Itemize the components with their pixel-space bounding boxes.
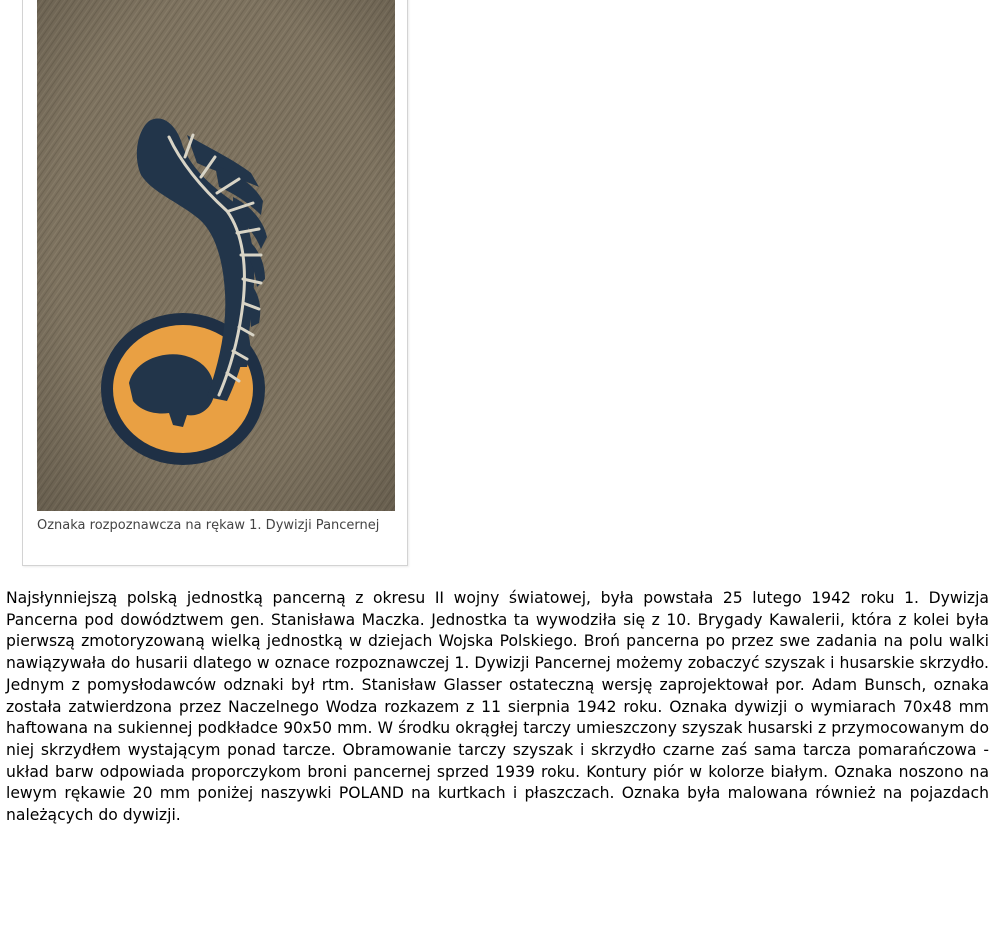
- badge-image: [37, 0, 395, 511]
- image-figure: [22, 0, 408, 566]
- article-paragraph: Najsłynniejszą polską jednostką pancerną z okresu II wojny światowej, była powstała 25 lutego 1942 roku 1. Dywizja Pancerna pod dowództwem gen. Stanisława Maczka. Jednostka ta wywodziła się z 10. Brygady Kawalerii, która z kolei była pierwszą zmotoryzowaną wielką jednostką w dziejach Wojska Polskiego. Broń pancerna po przez swe zadania na polu walki nawiązywała do husarii dlatego w oznace rozpoznawczej 1. Dywizji Pancernej możemy zobaczyć szyszak i husarskie skrzydło. Jednym z pomysłodawców odznaki był rtm. Stanisław Glasser ostateczną wersję zaprojektował por. Adam Bunsch, oznaka została zatwierdzona przez Naczelnego Wodza rozkazem z 11 sierpnia 1942 roku. Oznaka dywizji o wymiarach 70x48 mm haftowana na sukiennej podkładce 90x50 mm. W środku okrągłej tarczy umieszczony szyszak husarski z przymocowanym do niej skrzydłem wystającym ponad tarcze. Obramowanie tarczy szyszak i skrzydło czarne zaś sama tarcza pomarańczowa - układ barw odpowiada proporczykom broni pancernej sprzed 1939 roku. Kontury piór w kolorze białym. Oznaka noszono na lewym rękawie 20 mm poniżej naszywki POLAND na kurtkach i płaszczach. Oznaka była malowana również na pojazdach należących do dywizji.: [6, 589, 989, 825]
- image-caption: Oznaka rozpoznawcza na rękaw 1. Dywizji Pancernej: [37, 518, 380, 533]
- badge-photo: [37, 0, 395, 511]
